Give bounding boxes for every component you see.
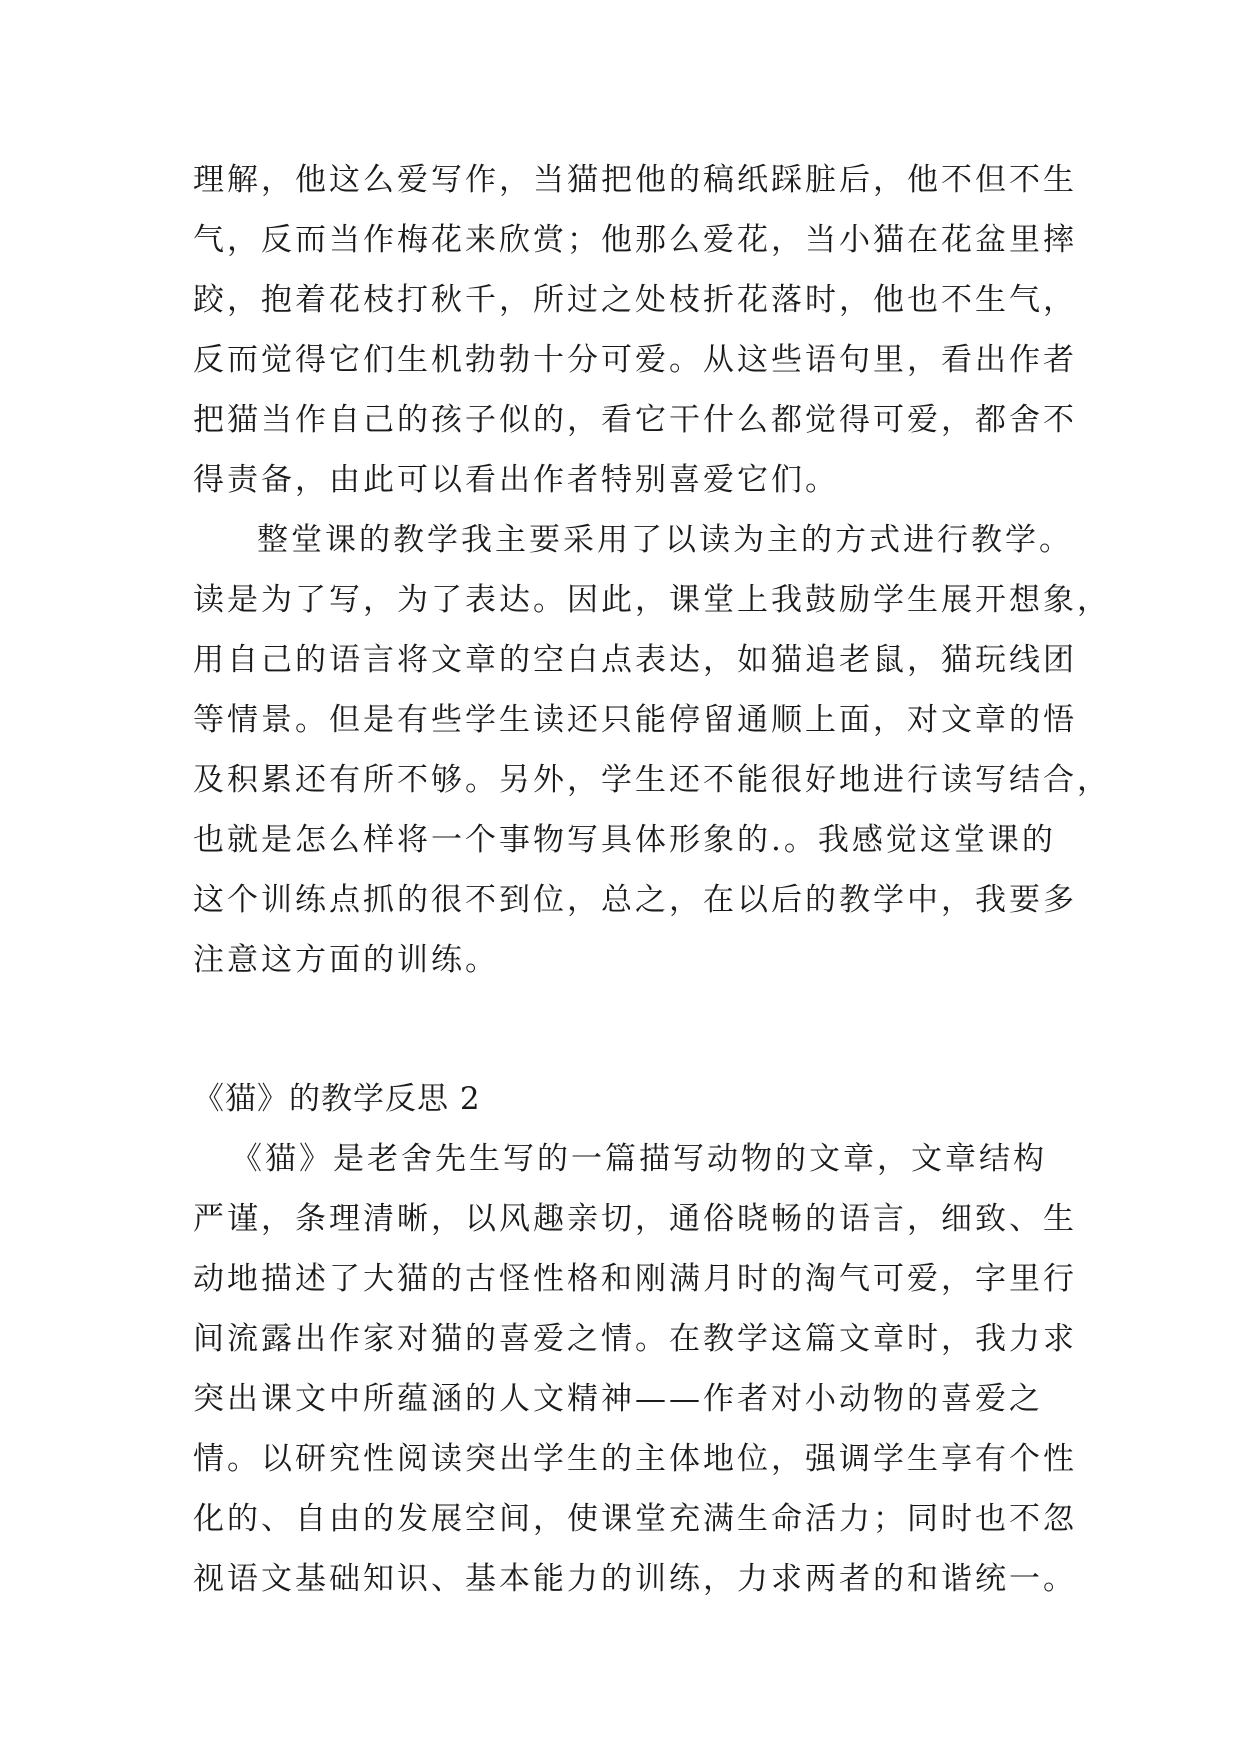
text-line: 得责备，由此可以看出作者特别喜爱它们。	[193, 462, 839, 498]
text-line: 突出课文中所蕴涵的人文精神——作者对小动物的喜爱之	[193, 1381, 1043, 1417]
section-gap	[193, 990, 1063, 1069]
paragraph-1	[193, 150, 1077, 510]
text-line: 及积累还有所不够。另外，学生还不能很好地进行读写结合，	[193, 762, 1111, 798]
text-line: 化的、自由的发展空间，使课堂充满生命活力；同时也不忽	[193, 1501, 1077, 1537]
paragraph-2	[193, 510, 1111, 990]
text-line: 理解，他这么爱写作，当猫把他的稿纸踩脏后，他不但不生	[193, 162, 1077, 198]
text-line: 把猫当作自己的孩子似的，看它干什么都觉得可爱，都舍不	[193, 402, 1077, 438]
text-line: 这个训练点抓的很不到位，总之，在以后的教学中，我要多	[193, 882, 1077, 918]
text-line: 等情景。但是有些学生读还只能停留通顺上面，对文章的悟	[193, 702, 1077, 738]
text-line: 视语文基础知识、基本能力的训练，力求两者的和谐统一。	[193, 1561, 1077, 1597]
text-line: 气，反而当作梅花来欣赏；他那么爱花，当小猫在花盆里摔	[193, 222, 1077, 258]
text-line: 动地描述了大猫的古怪性格和刚满月时的淘气可爱，字里行	[193, 1261, 1077, 1297]
text-line: 整堂课的教学我主要采用了以读为主的方式进行教学。	[257, 522, 1073, 558]
document-page	[193, 150, 1111, 1609]
text-line: 跤，抱着花枝打秋千，所过之处枝折花落时，他也不生气，	[193, 282, 1077, 318]
section-title: 《猫》的教学反思 2	[193, 1081, 481, 1117]
paragraph-3	[193, 1129, 1077, 1609]
text-line: 情。以研究性阅读突出学生的主体地位，强调学生享有个性	[193, 1441, 1077, 1477]
text-line: 《猫》是老舍先生写的一篇描写动物的文章，文章结构	[231, 1141, 1047, 1177]
text-line: 用自己的语言将文章的空白点表达，如猫追老鼠，猫玩线团	[193, 642, 1077, 678]
text-line: 注意这方面的训练。	[193, 942, 499, 978]
text-line: 读是为了写，为了表达。因此，课堂上我鼓励学生展开想象，	[193, 582, 1111, 618]
text-line: 也就是怎么样将一个事物写具体形象的.。我感觉这堂课的	[193, 822, 1056, 858]
text-line: 间流露出作家对猫的喜爱之情。在教学这篇文章时，我力求	[193, 1321, 1077, 1357]
text-line: 严谨，条理清晰，以风趣亲切，通俗晓畅的语言，细致、生	[193, 1201, 1077, 1237]
text-line: 反而觉得它们生机勃勃十分可爱。从这些语句里，看出作者	[193, 342, 1077, 378]
